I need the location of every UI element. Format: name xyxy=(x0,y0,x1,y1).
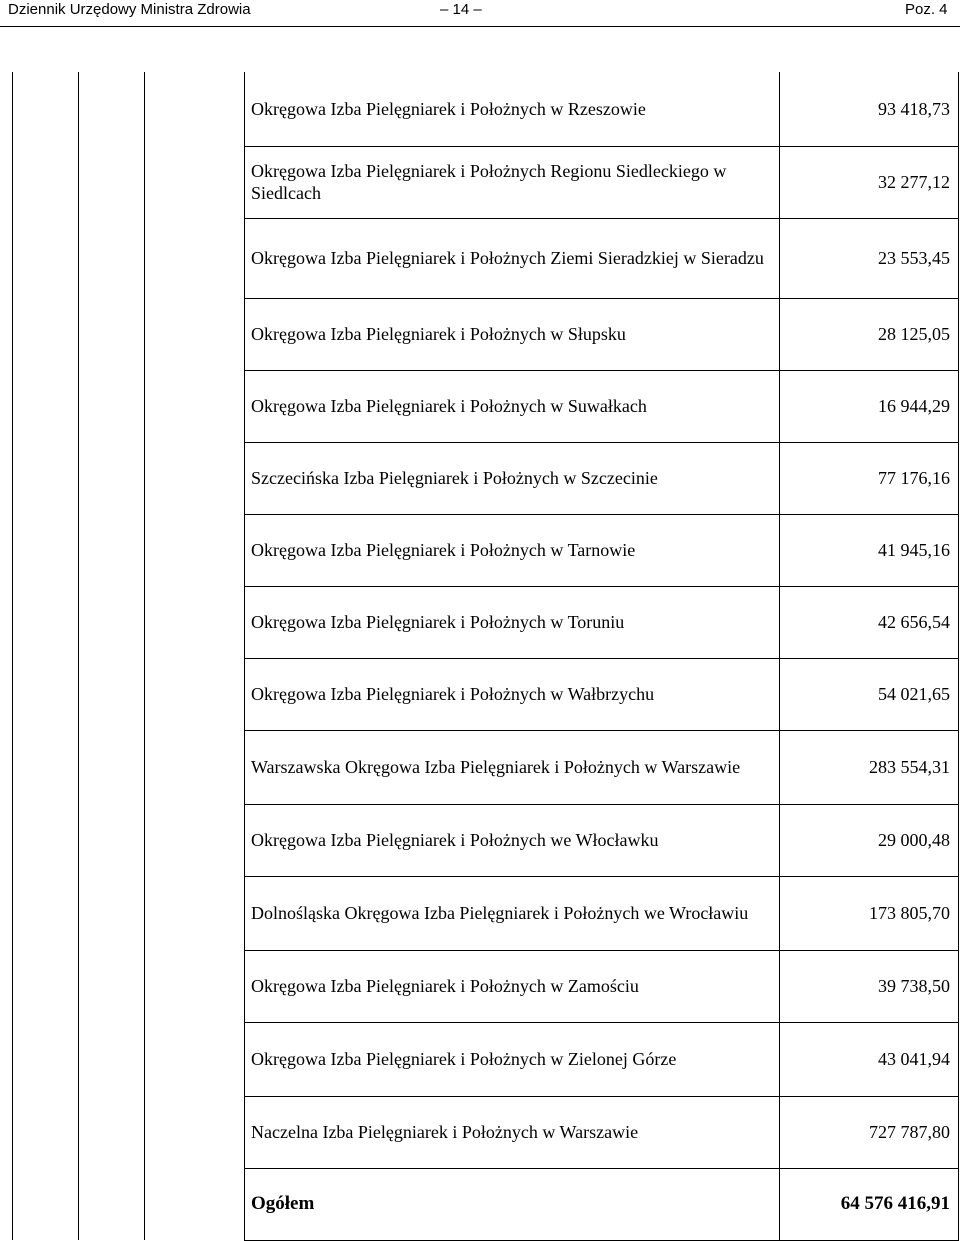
chamber-name: Okręgowa Izba Pielęgniarek i Położnych Ziemi Sieradzkiej w Sieradzu xyxy=(245,218,780,298)
total-amount: 64 576 416,91 xyxy=(780,1168,959,1240)
chamber-amount: 39 738,50 xyxy=(780,950,959,1022)
chamber-amount: 41 945,16 xyxy=(780,514,959,586)
chamber-name: Warszawska Okręgowa Izba Pielęgniarek i Położnych w Warszawie xyxy=(245,730,780,804)
chamber-name: Okręgowa Izba Pielęgniarek i Położnych we Włocławku xyxy=(245,804,780,876)
table-row xyxy=(13,72,959,146)
chamber-amount: 23 553,45 xyxy=(780,218,959,298)
total-label: Ogółem xyxy=(245,1168,780,1240)
chamber-name: Okręgowa Izba Pielęgniarek i Położnych w Suwałkach xyxy=(245,370,780,442)
col-2-cell xyxy=(79,72,145,1240)
page-header xyxy=(0,0,960,22)
chamber-amount: 28 125,05 xyxy=(780,298,959,370)
chamber-amount: 42 656,54 xyxy=(780,586,959,658)
allocation-table xyxy=(12,72,959,1241)
chamber-amount: 29 000,48 xyxy=(780,804,959,876)
chamber-amount: 93 418,73 xyxy=(780,72,959,146)
page-number: – 14 – xyxy=(440,1,482,18)
col-1-cell xyxy=(13,72,79,1240)
chamber-name: Okręgowa Izba Pielęgniarek i Położnych w Rzeszowie xyxy=(245,72,780,146)
chamber-amount: 77 176,16 xyxy=(780,442,959,514)
chamber-amount: 283 554,31 xyxy=(780,730,959,804)
chamber-amount: 54 021,65 xyxy=(780,658,959,730)
chamber-amount: 32 277,12 xyxy=(780,146,959,218)
chamber-name: Okręgowa Izba Pielęgniarek i Położnych w Tarnowie xyxy=(245,514,780,586)
chamber-name: Szczecińska Izba Pielęgniarek i Położnych w Szczecinie xyxy=(245,442,780,514)
header-rule xyxy=(0,26,960,27)
col-3-cell xyxy=(145,72,245,1240)
chamber-amount: 727 787,80 xyxy=(780,1096,959,1168)
chamber-name: Dolnośląska Okręgowa Izba Pielęgniarek i Położnych we Wrocławiu xyxy=(245,876,780,950)
position-number: Poz. 4 xyxy=(905,1,948,18)
chamber-name: Okręgowa Izba Pielęgniarek i Położnych w Zielonej Górze xyxy=(245,1022,780,1096)
journal-title: Dziennik Urzędowy Ministra Zdrowia xyxy=(8,1,251,18)
chamber-amount: 16 944,29 xyxy=(780,370,959,442)
chamber-name: Naczelna Izba Pielęgniarek i Położnych w Warszawie xyxy=(245,1096,780,1168)
chamber-name: Okręgowa Izba Pielęgniarek i Położnych w Słupsku xyxy=(245,298,780,370)
chamber-name: Okręgowa Izba Pielęgniarek i Położnych w Toruniu xyxy=(245,586,780,658)
chamber-amount: 43 041,94 xyxy=(780,1022,959,1096)
chamber-amount: 173 805,70 xyxy=(780,876,959,950)
chamber-name: Okręgowa Izba Pielęgniarek i Położnych w Zamościu xyxy=(245,950,780,1022)
chamber-name: Okręgowa Izba Pielęgniarek i Położnych Regionu Siedleckiego w Siedlcach xyxy=(245,146,780,218)
chamber-name: Okręgowa Izba Pielęgniarek i Położnych w Wałbrzychu xyxy=(245,658,780,730)
